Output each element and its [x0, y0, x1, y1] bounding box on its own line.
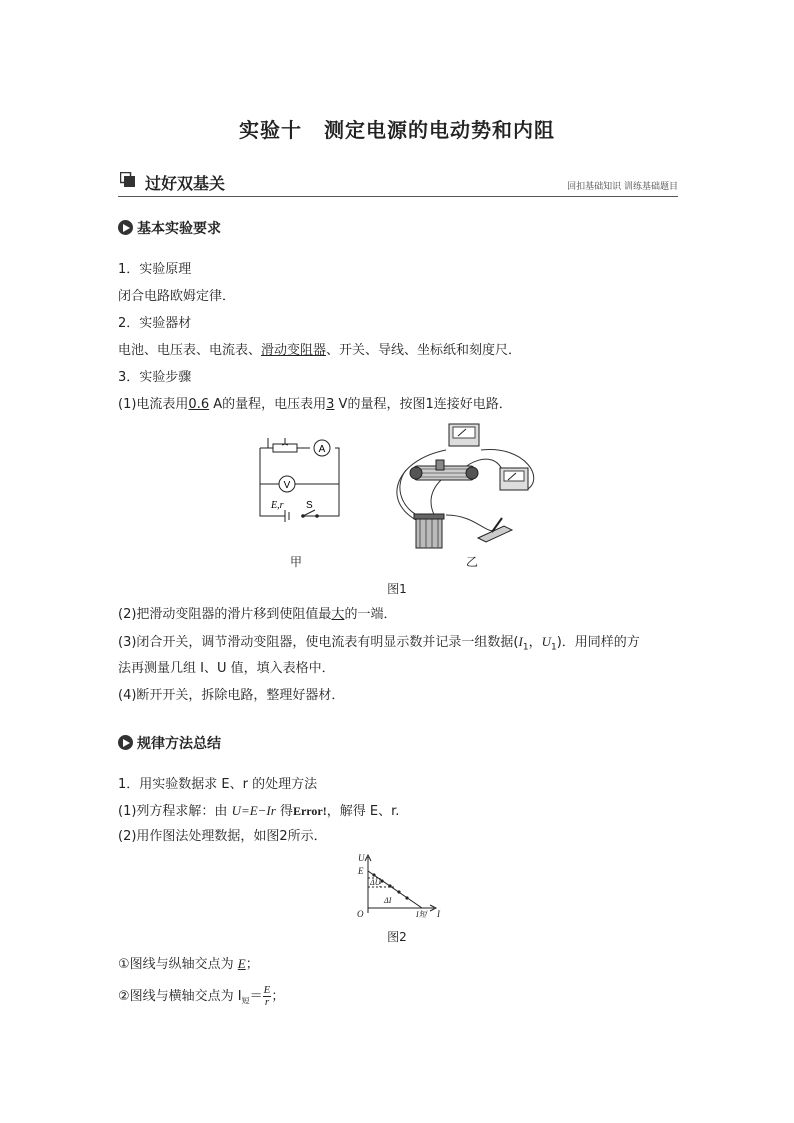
rheostat-device	[410, 460, 478, 480]
item1-body: 闭合电路欧姆定律．	[118, 289, 236, 304]
step1-b: A的量程，电压表用	[209, 397, 327, 412]
step2	[118, 606, 396, 624]
m1b: (2)用作图法处理数据，如图2所示．	[118, 829, 327, 844]
step1-val1: 0.6	[188, 397, 210, 412]
step3-comma: ，	[528, 635, 542, 650]
fraction-numerator: E	[263, 984, 271, 996]
point1	[118, 955, 259, 974]
e-label: E	[358, 866, 364, 876]
ishort-label: I短	[416, 910, 427, 919]
fraction-denominator: r	[264, 996, 270, 1008]
play-circle-icon	[118, 735, 133, 750]
play-circle-icon	[118, 220, 133, 235]
step2-pre: (2)把滑动变阻器的滑片移到使阻值最	[118, 607, 332, 622]
voltmeter-device	[449, 424, 479, 446]
point1-post: ；	[245, 957, 259, 972]
u-axis-label: U	[358, 853, 365, 863]
step4: (4)断开开关，拆除电路，整理好器材．	[118, 688, 345, 703]
origin-label: O	[357, 909, 364, 919]
method-heading	[118, 733, 221, 753]
switch-device	[478, 518, 512, 542]
m1a	[118, 802, 399, 821]
step3-U: U	[541, 634, 551, 649]
step1-a: (1)电流表用	[118, 397, 189, 412]
delta-i-label: ΔI	[384, 896, 392, 905]
title-left: 实验十	[239, 118, 302, 142]
section-title: 过好双基关	[145, 174, 226, 193]
m1a-mid: 得	[275, 804, 293, 819]
m1a-error: Error!	[292, 804, 327, 818]
point2-pre: ②图线与横轴交点为 I	[118, 989, 242, 1004]
step2-underlined: 大	[331, 607, 345, 622]
step3-line2: 法再测量几组 I、U 值，填入表格中．	[118, 661, 335, 676]
step1-c: V的量程，按图1连接好电路．	[334, 397, 512, 412]
fit-line	[368, 871, 422, 908]
switch-label: S	[306, 500, 313, 511]
method-heading-text: 规律方法总结	[137, 736, 221, 752]
item2-underlined: 滑动变阻器	[261, 343, 327, 358]
battery-device	[414, 514, 444, 548]
item2-pre: 电池、电压表、电流表、	[118, 343, 262, 358]
section-note: 回扣基础知识 训练基础题目	[567, 182, 678, 192]
point1-pre: ①图线与纵轴交点为	[118, 957, 238, 972]
step1	[118, 396, 512, 414]
i-axis-label: I	[437, 909, 440, 919]
circuit-diagram	[255, 438, 345, 522]
ammeter-device	[500, 468, 528, 490]
delta-u-label: ΔU	[370, 878, 381, 887]
fig1-caption: 图1	[387, 582, 407, 596]
point2-post: ；	[271, 989, 285, 1004]
page-title	[0, 114, 794, 143]
step2-post: 的一端．	[344, 607, 397, 622]
item1-title: 1．实验原理	[118, 262, 192, 277]
ammeter-label: A	[318, 444, 326, 455]
step3-pre: (3)闭合开关，调节滑动变阻器，使电流表有明显示数并记录一组数据(	[118, 635, 519, 650]
step1-val2: 3	[326, 397, 335, 412]
point2-eq: ＝	[249, 989, 263, 1004]
item2-title: 2．实验器材	[118, 316, 192, 331]
m1a-eq: U=E−Ir	[231, 803, 276, 818]
item2-post: 、开关、导线、坐标纸和刻度尺．	[326, 343, 522, 358]
section-icon	[120, 172, 136, 188]
fig2-caption: 图2	[387, 930, 407, 944]
voltmeter-label: V	[283, 480, 291, 491]
m1-title: 1．用实验数据求 E、r 的处理方法	[118, 777, 318, 792]
item2-body	[118, 342, 521, 360]
step3-I: I	[518, 634, 523, 649]
step3-sub1: 1	[522, 642, 529, 653]
m1a-post: ，解得 E、r.	[326, 804, 400, 819]
fig1-label-yi: 乙	[466, 555, 479, 569]
fig1-label-jia: 甲	[290, 555, 303, 569]
item3-title: 3．实验步骤	[118, 370, 192, 385]
point2	[118, 985, 284, 1011]
point1-e: E	[237, 956, 246, 971]
basic-heading-text: 基本实验要求	[137, 221, 221, 237]
step3-line1	[118, 633, 640, 657]
apparatus-illustration	[386, 420, 541, 552]
point2-sub: 短	[241, 996, 250, 1006]
step3-post: )．用同样的方	[556, 635, 640, 650]
title-right: 测定电源的电动势和内阻	[324, 118, 555, 142]
ui-graph	[352, 853, 444, 919]
m1a-pre: (1)列方程求解：由	[118, 804, 232, 819]
er-label: E,r	[271, 500, 284, 511]
basic-heading	[118, 218, 221, 238]
step3-sub2: 1	[550, 642, 557, 653]
